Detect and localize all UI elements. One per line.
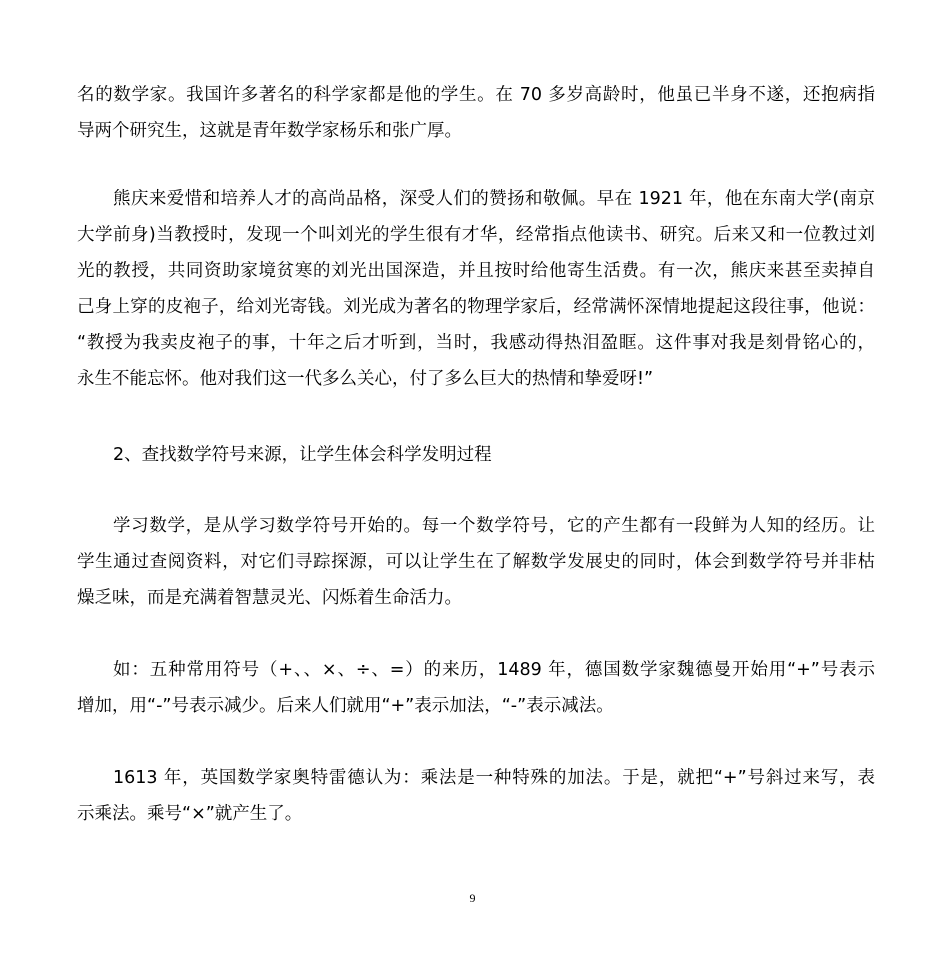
section-heading [77,437,875,473]
text-line: 示乘法。乘号“×”就产生了。 [77,804,303,824]
paragraph-math-symbols [77,508,875,616]
heading-text: 2、查找数学符号来源，让学生体会科学发明过程 [113,445,492,465]
text-line: 熊庆来爱惜和培养人才的高尚品格，深受人们的赞扬和敬佩。早在 1921 年，他在东南大学(南京 [113,189,875,209]
page-number: 9 [469,891,476,905]
text-line: 如：五种常用符号（+、、×、÷、=）的来历，1489 年，德国数学家魏德曼开始用“+”号表示 [113,660,875,680]
text-line: 学习数学，是从学习数学符号开始的。每一个数学符号，它的产生都有一段鲜为人知的经历。让 [113,516,875,536]
text-line: 己身上穿的皮袍子，给刘光寄钱。刘光成为著名的物理学家后，经常满怀深情地提起这段往事，他说： [77,297,875,317]
text-line: 名的数学家。我国许多著名的科学家都是他的学生。在 70 多岁高龄时，他虽已半身不遂，还抱病指 [77,85,875,105]
text-line: “教授为我卖皮袍子的事，十年之后才听到，当时，我感动得热泪盈眶。这件事对我是刻骨铭心的， [77,333,875,353]
paragraph-five-symbols [77,652,875,724]
text-line: 导两个研究生，这就是青年数学家杨乐和张广厚。 [77,121,462,141]
text-line: 学生通过查阅资料，对它们寻踪探源，可以让学生在了解数学发展史的同时，体会到数学符号并非枯 [77,552,875,572]
text-line: 燥乏味，而是充满着智慧灵光、闪烁着生命活力。 [77,588,462,608]
text-line: 永生不能忘怀。他对我们这一代多么关心，付了多么巨大的热情和挚爱呀!” [77,369,654,389]
paragraph-multiplication [77,760,875,832]
text-line: 1613 年，英国数学家奥特雷德认为：乘法是一种特殊的加法。于是，就把“+”号斜过来写，表 [113,768,875,788]
text-line: 大学前身)当教授时，发现一个叫刘光的学生很有才华，经常指点他读书、研究。后来又和一位教过刘 [77,225,875,245]
text-line: 光的教授，共同资助家境贫寒的刘光出国深造，并且按时给他寄生活费。有一次，熊庆来甚至卖掉自 [77,261,875,281]
text-line: 增加，用“-”号表示减少。后来人们就用“+”表示加法，“-”表示减法。 [77,696,614,716]
paragraph-continuation [77,77,875,149]
paragraph-xiong-qinglai [77,181,875,397]
